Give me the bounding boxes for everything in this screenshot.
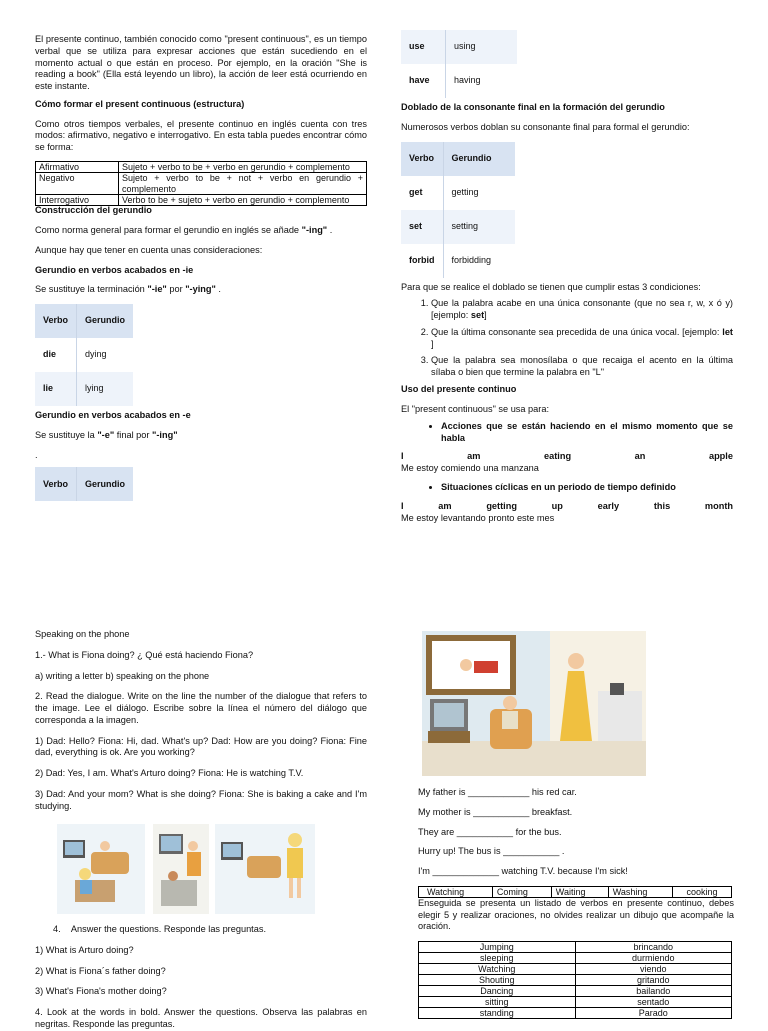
speaking-title: Speaking on the phone: [35, 629, 130, 639]
list-item: • Situaciones cíclicas en un periodo de tiempo definido: [441, 482, 733, 494]
example-1: I am eating an apple: [401, 450, 733, 461]
double-table: [401, 142, 515, 278]
ie-heading: Gerundio en verbos acabados en -ie: [35, 264, 194, 275]
bottom-left-section: [35, 629, 367, 812]
considerations-text: Aunque hay que tener en cuenta unas consideraciones:: [35, 244, 263, 255]
how-heading: Cómo formar el present continuous (estructura): [35, 98, 245, 109]
example-2-translation: Me estoy levantando pronto este mes: [401, 513, 555, 524]
uses-heading: Uso del presente continuo: [401, 383, 517, 394]
col-header-verbo: Verbo: [35, 304, 77, 338]
gerund-cell: using: [446, 30, 518, 64]
list-item: • Acciones que se están haciendo en el mismo momento que se habla: [441, 421, 733, 445]
gerund-cell: forbidding: [451, 254, 492, 265]
ie-text: Se sustituye la terminación "-ie" por "-ying" .: [35, 284, 221, 295]
word-bank-item: Coming: [492, 886, 551, 897]
example-1-translation: Me estoy comiendo una manzana: [401, 462, 539, 473]
fill-sentence-2: My mother is ___________ breakfast.: [418, 806, 573, 817]
left-column: [35, 34, 367, 501]
gerund-cell: getting: [451, 186, 479, 197]
col-header-verbo: Verbo: [35, 467, 77, 501]
conditions-list: [401, 298, 733, 379]
gerund-rule: Como norma general para formar el gerundio en inglés se añade "-ing" .: [35, 225, 333, 236]
table-row: [35, 372, 133, 406]
table-header-row: [35, 304, 133, 338]
verbs-list-table: [418, 941, 732, 1019]
list-item: 2. Que la última consonante sea precedida de una única vocal. [ejemplo: let ]: [431, 327, 733, 351]
uses-intro: El "present continuous" se usa para:: [401, 403, 549, 414]
structure-table: [35, 161, 367, 206]
answer-question-1: 1) What is Arturo doing?: [35, 944, 134, 955]
e-table-continued: [401, 30, 517, 98]
table-header-row: [401, 142, 515, 176]
conditions-intro: Para que se realice el doblado se tienen que cumplir estas 3 condiciones:: [401, 281, 701, 292]
table-row: sleeping durmiendo: [419, 953, 732, 964]
ie-table: [35, 304, 133, 406]
question-1-options: a) writing a letter b) speaking on the phone: [35, 670, 210, 681]
structure-mode: Negativo: [36, 173, 119, 195]
structure-row: [36, 161, 367, 172]
structure-mode: Interrogativo: [36, 194, 119, 205]
question-4b: 4. Look at the words in bold. Answer the questions. Observa las palabras en negritas. Responde las preguntas.: [35, 1007, 367, 1029]
verb-cell: forbid: [401, 244, 443, 278]
stray-dot: .: [35, 449, 38, 460]
table-row: Watching viendo: [419, 964, 732, 975]
word-bank-table: [418, 886, 732, 898]
table-row: [401, 244, 515, 278]
e-text: Se sustituye la "-e" final por "-ing": [35, 429, 178, 440]
intro-paragraph: El presente continuo, también conocido como "present continuous", es un tiempo verbal que se utiliza para expresar acciones que están sucediendo en el momento actual o que están en proceso. Por ejemplo, en la oración "She is reading a book" (Ella está leyendo un libro), la acción de leer está ocurriendo en este instante.: [35, 34, 367, 92]
verb-cell: set: [401, 210, 443, 244]
question-2: 2. Read the dialogue. Write on the line the number of the dialogue that refers to the image. Lee el diálogo. Escribe sobre la línea el número del diálogo que corresponda a la imagen.: [35, 691, 367, 725]
uses-list-1: [401, 421, 733, 445]
verb-cell: die: [35, 338, 77, 372]
living-room-scene-icon: [422, 631, 646, 776]
uses-list-2: [401, 482, 733, 494]
gerund-heading: Construcción del gerundio: [35, 205, 152, 216]
word-bank-item: cooking: [673, 886, 732, 897]
gerund-cell: setting: [443, 210, 515, 244]
gerund-cell: lying: [77, 372, 134, 406]
table-header-row: [35, 467, 133, 501]
list-instructions: Enseguida se presenta un listado de verbos en presente continuo, debes elegir 5 y realizar oraciones, no olvides realizar un dibujo que acompañe la oración.: [418, 897, 734, 932]
col-header-verbo: Verbo: [401, 142, 443, 176]
double-heading: Doblado de la consonante final en la formación del gerundio: [401, 102, 665, 112]
question-1: 1.- What is Fiona doing? ¿ Qué está haciendo Fiona?: [35, 649, 254, 660]
phone-scenes-illustration: [55, 822, 317, 918]
table-row: [401, 210, 515, 244]
table-row: Shouting gritando: [419, 975, 732, 986]
dialogue-1: 1) Dad: Hello? Fiona: Hi, dad. What's up? Dad: How are you doing? Fiona: Fine dad, everything is ok. Are you working?: [35, 735, 367, 758]
bottom-left-questions: [35, 924, 367, 1031]
structure-row: [36, 173, 367, 195]
col-header-gerundio: Gerundio: [77, 467, 134, 501]
structure-rule: Sujeto + verbo to be + not + verbo en gerundio + complemento: [119, 173, 367, 195]
verb-cell: use: [401, 30, 446, 64]
table-row: [401, 176, 515, 210]
word-bank-item: Washing: [608, 886, 672, 897]
gerund-cell: dying: [85, 349, 107, 360]
dialogue-3: 3) Dad: And your mom? What is she doing? Fiona: She is baking a cake and I'm studying.: [35, 788, 367, 811]
family-scenes-icon: [55, 822, 317, 918]
word-bank-item: Waiting: [551, 886, 608, 897]
structure-row: [36, 194, 367, 205]
right-column: [401, 30, 733, 525]
verb-cell: lie: [35, 372, 77, 406]
how-text: Como otros tiempos verbales, el presente continuo en inglés cuenta con tres modos: afirmativo, negativo e interrogativo. En esta tabla puedes encontrar cómo se forma:: [35, 118, 367, 153]
fill-sentence-3: They are ___________ for the bus.: [418, 826, 562, 837]
table-row: [401, 64, 517, 98]
fill-sentence-4: Hurry up! The bus is ___________ .: [418, 846, 565, 857]
answer-question-2: 2) What is Fiona´s father doing?: [35, 965, 166, 976]
structure-mode: Afirmativo: [36, 161, 119, 172]
col-header-gerundio: Gerundio: [77, 304, 134, 338]
verb-cell: have: [401, 64, 446, 98]
fill-sentence-5: I'm _____________ watching T.V. because I'm sick!: [418, 866, 628, 877]
question-4: 4. Answer the questions. Responde las preguntas.: [53, 924, 266, 934]
table-row: sitting sentado: [419, 997, 732, 1008]
table-row: standing Parado: [419, 1008, 732, 1019]
example-2: I am getting up early this month: [401, 501, 733, 512]
table-row: [35, 338, 133, 372]
living-room-illustration: [422, 631, 646, 776]
gerund-cell: having: [454, 75, 481, 86]
table-row: Jumping brincando: [419, 942, 732, 953]
fill-sentence-1: My father is ____________ his red car.: [418, 787, 577, 797]
col-header-gerundio: Gerundio: [443, 142, 515, 176]
structure-rule: Sujeto + verbo to be + verbo en gerundio + complemento: [119, 161, 367, 172]
table-row: [401, 30, 517, 64]
answer-question-3: 3) What's Fiona's mother doing?: [35, 986, 167, 997]
list-item: 3. Que la palabra sea monosílaba o que recaiga el acento en la última sílaba o bien que termine la palabra en "L": [431, 355, 733, 379]
table-row: [419, 886, 732, 897]
double-text: Numerosos verbos doblan su consonante final para formal el gerundio:: [401, 121, 690, 132]
dialogue-2: 2) Dad: Yes, I am. What's Arturo doing? Fiona: He is watching T.V.: [35, 768, 304, 779]
structure-rule: Verbo to be + sujeto + verbo en gerundio + complemento: [119, 194, 367, 205]
verb-cell: get: [401, 176, 443, 210]
word-bank-item: Watching: [419, 886, 493, 897]
table-row: Dancing bailando: [419, 986, 732, 997]
e-heading: Gerundio en verbos acabados en -e: [35, 410, 191, 421]
list-item: 1. Que la palabra acabe en una única consonante (que no sea r, w, x ó y) [ejemplo: set]: [431, 298, 733, 322]
e-table: [35, 467, 133, 501]
fill-in-exercise: [418, 787, 734, 1019]
